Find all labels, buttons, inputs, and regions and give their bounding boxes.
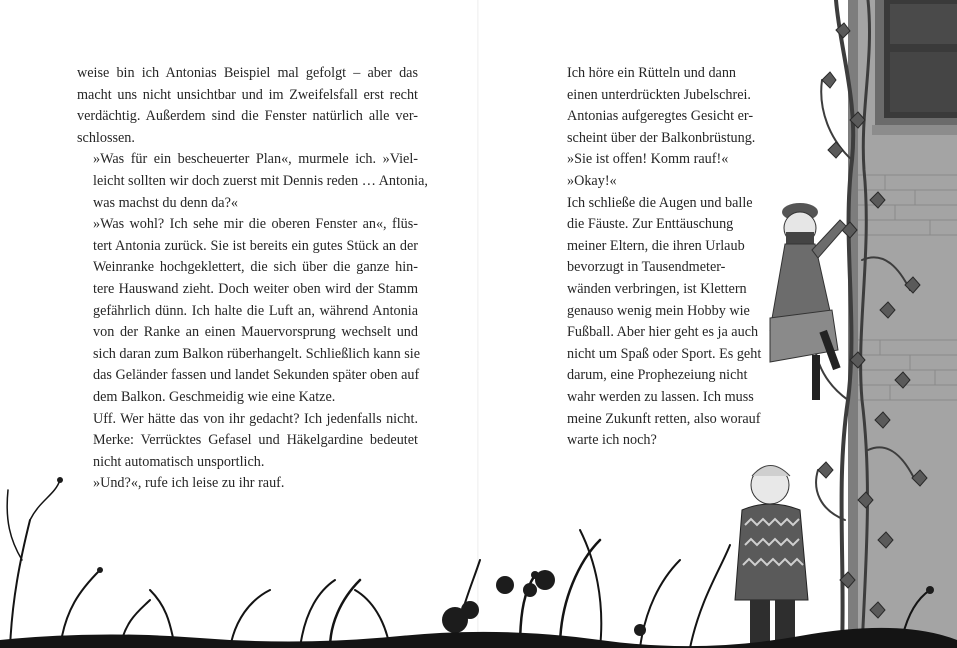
text-line: »Okay!« (567, 172, 617, 189)
text-line: tere Hauswand zieht. Doch weiter oben wird der Stamm (93, 280, 418, 297)
ground-strip (0, 628, 957, 648)
text-line: »Was für ein bescheuerter Plan«, murmele ich. »Viel- (93, 151, 418, 168)
text-line: warte ich noch? (567, 432, 657, 449)
text-line: sich daran zum Balkon rüberhangelt. Schließlich kann sie (93, 345, 421, 362)
climbing-girl (770, 203, 846, 400)
text-line: das Geländer fassen und landet Sekunden später oben auf (93, 367, 420, 384)
text-line: »Was wohl? Ich sehe mir die oberen Fenster an«, flüs- (93, 216, 418, 233)
text-line: macht uns nicht unsichtbar und im Zweifelsfall erst recht (77, 86, 418, 103)
text-line: scheint über der Balkonbrüstung. (567, 129, 756, 146)
text-line: meiner Eltern, die ihren Urlaub (567, 237, 745, 254)
text-line: verdächtig. Außerdem sind die Fenster natürlich alle ver- (77, 108, 418, 125)
text-line: darum, eine Prophezeiung nicht (567, 367, 748, 384)
text-line: Ich schließe die Augen und balle (567, 194, 753, 211)
text-line: die Fäuste. Zur Enttäuschung (567, 216, 734, 233)
text-line: Uff. Wer hätte das von ihr gedacht? Ich jedenfalls nicht. (93, 410, 418, 427)
standing-boy (735, 466, 808, 648)
text-line: nicht um Spaß oder Sport. Es geht (567, 345, 762, 362)
text-line: »Sie ist offen! Komm rauf!« (567, 151, 729, 168)
text-line: was machst du denn da?« (93, 194, 238, 211)
text-line: von der Ranke an einen Mauervorsprung wechselt und (93, 324, 418, 341)
text-line: nicht automatisch unsportlich. (93, 453, 265, 470)
text-line: genauso wenig mein Hobby wie (567, 302, 750, 319)
text-line: Antonias aufgeregtes Gesicht er- (567, 108, 754, 125)
text-line: »Und?«, rufe ich leise zu ihr rauf. (93, 475, 285, 492)
text-line: Weinranke hochgeklettert, die sich über die ganze hin- (93, 259, 418, 276)
text-line: wänden verbringen, ist Klettern (567, 280, 747, 297)
text-line: gefährlich dünn. Ich halte die Luft an, während Antonia (93, 302, 418, 319)
text-line: Ich höre ein Rütteln und dann (567, 65, 737, 81)
text-line: Fußball. Aber hier geht es ja auch (567, 324, 759, 341)
text-line: weise bin ich Antonias Beispiel mal gefolgt – aber das (77, 65, 418, 81)
text-line: Merke: Verrücktes Gefasel und Häkelgardine bedeutet (93, 432, 418, 449)
text-line: leicht sollten wir doch zuerst mit Dennis reden … Antonia, (93, 172, 428, 189)
text-line: tert Antonia zurück. Sie ist bereits ein gutes Stück an der (93, 237, 418, 254)
text-line: bevorzugt in Tausendmeter- (567, 259, 726, 276)
text-line: meine Zukunft retten, also worauf (567, 410, 761, 427)
text-line: einen unterdrückten Jubelschrei. (567, 86, 751, 103)
text-line: dem Balkon. Geschmeidig wie eine Katze. (93, 388, 336, 405)
text-line: schlossen. (77, 129, 135, 146)
text-line: wahr werden zu lassen. Ich muss (567, 388, 754, 405)
